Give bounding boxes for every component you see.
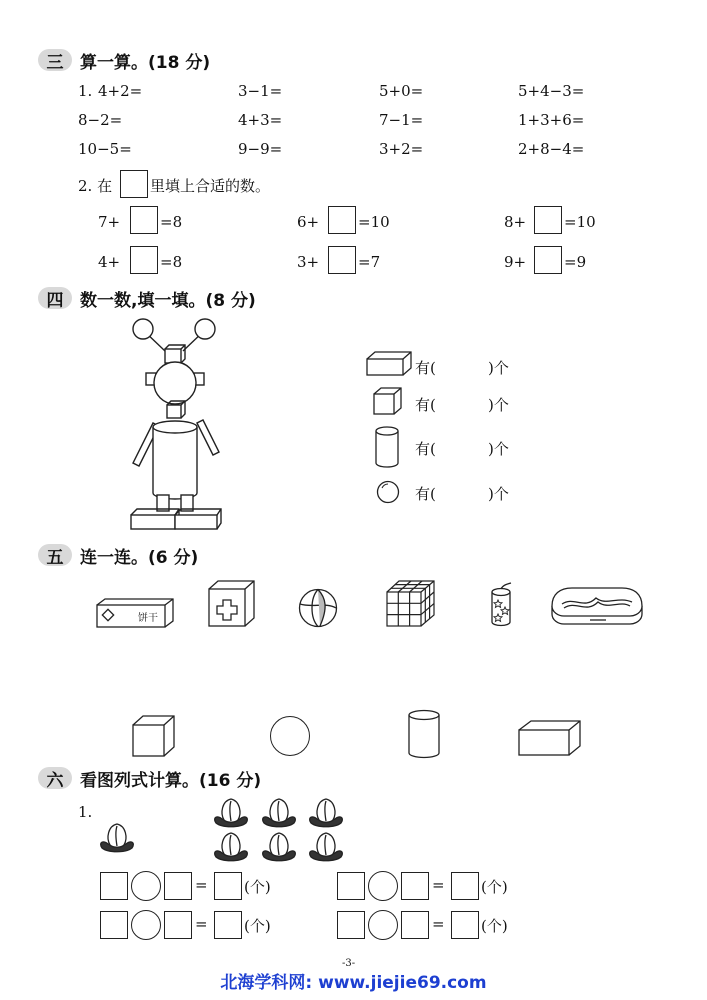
unit-label: (个) [244, 917, 271, 935]
answer-box[interactable] [130, 206, 158, 234]
page-number: -3- [342, 958, 356, 969]
section-title: 算一算。(18 分) [80, 52, 211, 73]
count-close: )个 [488, 396, 509, 414]
biscuit-box-icon [96, 598, 176, 628]
equation: 5+0= [379, 82, 424, 100]
answer-box[interactable] [164, 911, 192, 939]
equation-part: =7 [358, 253, 381, 271]
operator-circle[interactable] [368, 871, 398, 901]
count-open: 有( [415, 485, 436, 503]
cube-icon [132, 715, 176, 757]
equation-part: 9+ [504, 253, 527, 271]
section-number: 三 [38, 49, 72, 71]
ball-icon [298, 588, 338, 628]
answer-box[interactable] [100, 911, 128, 939]
equation-part: =10 [358, 213, 390, 231]
peach-icon [307, 831, 345, 863]
equation-part: =10 [564, 213, 596, 231]
equation: 4+2= [98, 82, 143, 100]
footer-watermark[interactable]: 北海学科网: www.jiejie69.com [220, 973, 487, 993]
equation: 4+3= [238, 111, 283, 129]
equation: 7−1= [379, 111, 424, 129]
answer-box[interactable] [451, 911, 479, 939]
section-number: 四 [38, 287, 72, 309]
section-3-header [38, 46, 210, 74]
cake-icon [550, 586, 644, 626]
peach-icon [307, 797, 345, 829]
operator-circle[interactable] [368, 910, 398, 940]
peach-icon [260, 797, 298, 829]
cylinder-icon [374, 425, 400, 469]
count-open: 有( [415, 440, 436, 458]
answer-box[interactable] [337, 911, 365, 939]
cuboid-icon [366, 351, 412, 377]
cylinder-icon [407, 709, 441, 759]
equation-part: 6+ [297, 213, 320, 231]
equation-part: 7+ [98, 213, 121, 231]
question-label: 1. [78, 803, 93, 821]
equation: 3+2= [379, 140, 424, 158]
section-number: 六 [38, 767, 72, 789]
question-label: 1. [78, 82, 93, 100]
equation-part: =8 [160, 213, 183, 231]
answer-box[interactable] [401, 872, 429, 900]
unit-label: (个) [481, 878, 508, 896]
equals-sign: = [195, 876, 208, 894]
section-4-header [38, 284, 256, 312]
answer-box[interactable] [328, 246, 356, 274]
equation: 1+3+6= [518, 111, 585, 129]
answer-box[interactable] [401, 911, 429, 939]
section-6-header [38, 764, 261, 792]
sphere-icon [270, 716, 310, 756]
answer-box[interactable] [164, 872, 192, 900]
equation-part: =9 [564, 253, 587, 271]
rubiks-cube-icon [386, 580, 436, 628]
section-title: 连一连。(6 分) [80, 547, 199, 568]
biscuit-label: 饼干 [138, 613, 158, 624]
operator-circle[interactable] [131, 871, 161, 901]
medicine-box-icon [208, 580, 256, 628]
answer-box[interactable] [534, 206, 562, 234]
equation: 5+4−3= [518, 82, 585, 100]
cuboid-icon [518, 720, 582, 756]
answer-box[interactable] [100, 872, 128, 900]
equation: 8−2= [78, 111, 123, 129]
answer-box[interactable] [337, 872, 365, 900]
peach-icon [260, 831, 298, 863]
equation-part: 8+ [504, 213, 527, 231]
equation-part: =8 [160, 253, 183, 271]
unit-label: (个) [481, 917, 508, 935]
count-close: )个 [488, 359, 509, 377]
answer-box[interactable] [534, 246, 562, 274]
equation: 3−1= [238, 82, 283, 100]
count-close: )个 [488, 485, 509, 503]
peach-icon [98, 822, 136, 854]
robot-shape-figure [125, 315, 235, 537]
operator-circle[interactable] [131, 910, 161, 940]
answer-box[interactable] [451, 872, 479, 900]
count-open: 有( [415, 359, 436, 377]
answer-box[interactable] [214, 911, 242, 939]
equation: 2+8−4= [518, 140, 585, 158]
cube-icon [373, 387, 403, 415]
peach-icon [212, 797, 250, 829]
question-label: 2. 在 [78, 177, 113, 195]
equals-sign: = [195, 915, 208, 933]
section-5-header [38, 541, 198, 569]
peach-icon [212, 831, 250, 863]
answer-box[interactable] [214, 872, 242, 900]
section-title: 看图列式计算。(16 分) [80, 770, 262, 791]
section-number: 五 [38, 544, 72, 566]
question-text: 里填上合适的数。 [150, 177, 271, 195]
equals-sign: = [432, 876, 445, 894]
answer-box[interactable] [130, 246, 158, 274]
sphere-icon [376, 480, 400, 504]
count-open: 有( [415, 396, 436, 414]
equation: 9−9= [238, 140, 283, 158]
equation-part: 4+ [98, 253, 121, 271]
equation-part: 3+ [297, 253, 320, 271]
answer-box[interactable] [120, 170, 148, 198]
count-close: )个 [488, 440, 509, 458]
answer-box[interactable] [328, 206, 356, 234]
unit-label: (个) [244, 878, 271, 896]
equation: 10−5= [78, 140, 132, 158]
firework-icon [489, 582, 515, 628]
equals-sign: = [432, 915, 445, 933]
section-title: 数一数,填一填。(8 分) [80, 290, 256, 311]
